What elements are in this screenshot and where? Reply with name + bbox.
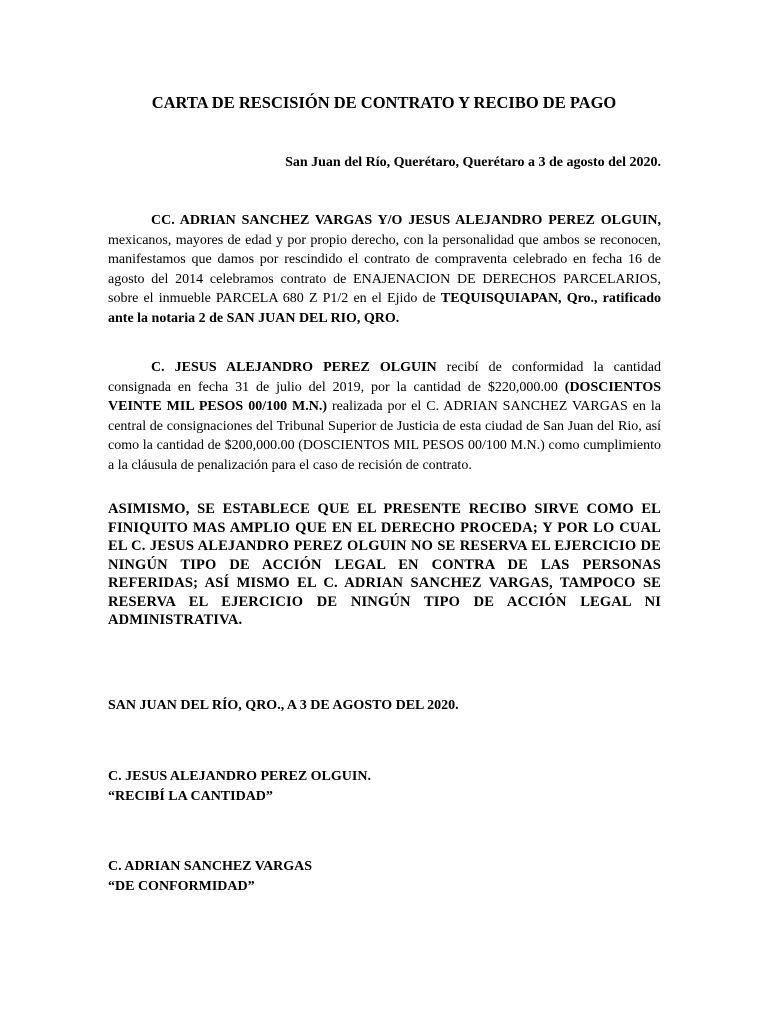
signature-receiver-name: C. JESUS ALEJANDRO PEREZ OLGUIN. (108, 769, 371, 784)
payment-body-part1: recibí de conformidad la cantidad consignada en fecha 31 de julio del 2019, por la cantidad de $220,000.00 (108, 360, 661, 395)
paragraph-payment-receipt (108, 358, 661, 475)
document-title: CARTA DE RESCISIÓN DE CONTRATO Y RECIBO DE PAGO (151, 93, 617, 112)
paragraph-rescission (108, 211, 661, 328)
closing-place-date: SAN JUAN DEL RÍO, QRO., A 3 DE AGOSTO DEL 2020. (108, 698, 459, 713)
parties-names: CC. ADRIAN SANCHEZ VARGAS Y/O JESUS ALEJANDRO PEREZ OLGUIN, (151, 213, 661, 228)
paragraph-rescission-tail: TEQUISQUIAPAN, Qro., ratificado ante la notaria 2 de SAN JUAN DEL RIO, QRO. (108, 291, 662, 326)
paragraph-rescission-body: mexicanos, mayores de edad y por propio derecho, con la personalidad que ambos se reconocen, manifestamos que damos por rescindido el contrato de compraventa celebrado en fecha 16 de agosto del 2014 celebramos contrato de ENAJENACION DE DERECHOS PARCELARIOS, sobre el inmueble PARCELA 680 Z P1/2 en el Ejido de (108, 232, 661, 306)
paragraph-settlement-clause: ASIMISMO, SE ESTABLECE QUE EL PRESENTE RECIBO SIRVE COMO EL FINIQUITO MAS AMPLIO QUE EN EL DERECHO PROCEDA; Y POR LO CUAL EL C. JESUS ALEJANDRO PEREZ OLGUIN NO SE RESERVA EL EJERCICIO DE NINGÚN TIPO DE ACCIÓN LEGAL EN CONTRA DE LAS PERSONAS REFERIDAS; ASÍ MISMO EL C. ADRIAN SANCHEZ VARGAS, TAMPOCO SE RESERVA EL EJERCICIO DE NINGÚN TIPO DE ACCIÓN LEGAL NI ADMINISTRATIVA. (108, 501, 661, 628)
signature-payer-note: “DE CONFORMIDAD” (108, 879, 255, 894)
signature-receiver-note: “RECIBÍ LA CANTIDAD” (108, 789, 273, 804)
signature-payer-name: C. ADRIAN SANCHEZ VARGAS (108, 859, 313, 874)
amount-in-words: (DOSCIENTOS VEINTE MIL PESOS 00/100 M.N.) (108, 379, 661, 414)
payment-body-part2: realizada por el C. ADRIAN SANCHEZ VARGAS en la central de consignaciones del Tribunal Superior de Justicia de esta ciudad de San Juan del Rio, así como la cantidad de $200,000.00 (DOSCIENTOS MIL PESOS 00/100 M.N.) como cumplimiento a la cláusula de penalización para el caso de recisión de contrato. (108, 399, 661, 473)
receiver-name: C. JESUS ALEJANDRO PEREZ OLGUIN (151, 360, 437, 375)
place-and-date: San Juan del Río, Querétaro, Querétaro a 3 de agosto del 2020. (285, 155, 661, 170)
